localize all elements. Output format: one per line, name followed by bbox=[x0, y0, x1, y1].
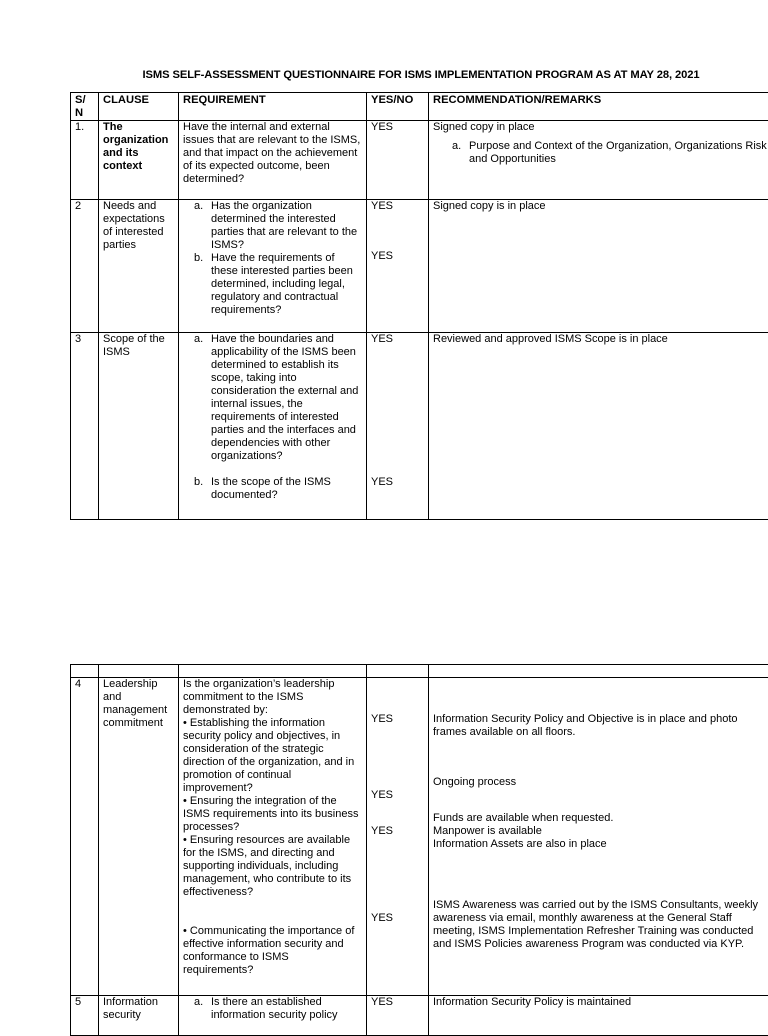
requirement-list bbox=[183, 200, 362, 317]
table-empty-header-row bbox=[71, 665, 768, 678]
row-clause: The organization and its context bbox=[99, 121, 179, 200]
list-marker: a. bbox=[452, 140, 461, 153]
yes-b: YES bbox=[371, 250, 424, 263]
empty-cell bbox=[99, 665, 179, 678]
requirement-bullet-2: • Ensuring the integration of the ISMS requirements into its business processes? bbox=[183, 795, 362, 834]
requirement-text: Have the requirements of these interested parties been determined, including legal, regulatory and contractual requirements? bbox=[211, 252, 353, 316]
row-sn: 3 bbox=[71, 333, 99, 520]
remark-3a: Funds are available when requested. bbox=[433, 812, 768, 825]
list-marker: a. bbox=[194, 200, 203, 213]
header-sn: S/ N bbox=[71, 93, 99, 121]
row-requirement bbox=[179, 200, 367, 333]
header-remarks: RECOMMENDATION/REMARKS bbox=[429, 93, 768, 121]
table-row bbox=[71, 121, 768, 200]
row-clause: Scope of the ISMS bbox=[99, 333, 179, 520]
remark-2: Ongoing process bbox=[433, 776, 768, 789]
row-yesno bbox=[367, 678, 429, 996]
row-remarks bbox=[429, 678, 768, 996]
requirement-list bbox=[183, 333, 362, 502]
requirement-text: Is the scope of the ISMS documented? bbox=[211, 476, 331, 501]
row-sn: 1. bbox=[71, 121, 99, 200]
requirement-list bbox=[183, 996, 362, 1022]
row-sn: 5 bbox=[71, 996, 99, 1036]
row-clause: Information security bbox=[99, 996, 179, 1036]
remark-3c: Information Assets are also in place bbox=[433, 838, 768, 851]
row-yesno: YES bbox=[367, 996, 429, 1036]
empty-cell bbox=[367, 665, 429, 678]
row-clause: Needs and expectations of interested parties bbox=[99, 200, 179, 333]
table-row bbox=[71, 678, 768, 996]
remark-list-item bbox=[469, 140, 768, 166]
list-marker: a. bbox=[194, 333, 203, 346]
row-yesno bbox=[367, 200, 429, 333]
yes-b: YES bbox=[371, 476, 424, 489]
row-sn: 4 bbox=[71, 678, 99, 996]
remark-list bbox=[433, 140, 768, 166]
remark-3b: Manpower is available bbox=[433, 825, 768, 838]
row-remarks: Reviewed and approved ISMS Scope is in place bbox=[429, 333, 768, 520]
row-yesno: YES bbox=[367, 121, 429, 200]
header-yesno: YES/NO bbox=[367, 93, 429, 121]
requirement-item-a bbox=[211, 333, 362, 463]
row-remarks bbox=[429, 121, 768, 200]
remark-4: ISMS Awareness was carried out by the ISMS Consultants, weekly awareness via email, monthly awareness at the General Staff meeting, ISMS Implementation Refresher Training was conducted and ISMS Policies awareness Program was conducted via KYP. bbox=[433, 899, 768, 951]
assessment-table-2 bbox=[70, 664, 768, 1036]
requirement-text: Has the organization determined the interested parties that are relevant to the ISMS? bbox=[211, 200, 357, 251]
remark-text: Signed copy in place bbox=[433, 121, 768, 134]
requirement-item-b bbox=[211, 252, 362, 317]
header-requirement: REQUIREMENT bbox=[179, 93, 367, 121]
empty-cell bbox=[71, 665, 99, 678]
yes-1: YES bbox=[371, 713, 424, 726]
header-clause: CLAUSE bbox=[99, 93, 179, 121]
row-requirement: Have the internal and external issues that are relevant to the ISMS, and that impact on the achievement of its expected outcome, been determined? bbox=[179, 121, 367, 200]
yes-a: YES bbox=[371, 200, 424, 213]
requirement-text: Is there an established information security policy bbox=[211, 996, 338, 1021]
row-remarks: Signed copy is in place bbox=[429, 200, 768, 333]
assessment-table-1 bbox=[70, 92, 768, 520]
document-title: ISMS SELF-ASSESSMENT QUESTIONNAIRE FOR ISMS IMPLEMENTATION PROGRAM AS AT MAY 28, 2021 bbox=[70, 68, 768, 82]
table-row bbox=[71, 996, 768, 1036]
requirement-bullet-3: • Ensuring resources are available for the ISMS, and directing and supporting individuals, including management, who contribute to its effectiveness? bbox=[183, 834, 362, 899]
row-requirement bbox=[179, 996, 367, 1036]
list-marker: b. bbox=[194, 476, 203, 489]
yes-2: YES bbox=[371, 789, 424, 802]
list-marker: a. bbox=[194, 996, 203, 1009]
row-remarks: Information Security Policy is maintained bbox=[429, 996, 768, 1036]
requirement-item-b bbox=[211, 476, 362, 502]
yes-4: YES bbox=[371, 912, 424, 925]
row-requirement bbox=[179, 333, 367, 520]
empty-cell bbox=[429, 665, 768, 678]
row-yesno bbox=[367, 333, 429, 520]
requirement-bullet-4: • Communicating the importance of effective information security and conformance to ISMS requirements? bbox=[183, 925, 362, 977]
requirement-text: Have the boundaries and applicability of the ISMS been determined to establish its scope, taking into consideration the external and internal issues, the requirements of interested parties and the interfaces and dependencies with other organizations? bbox=[211, 333, 358, 462]
yes-a: YES bbox=[371, 333, 424, 346]
table-row bbox=[71, 200, 768, 333]
list-marker: b. bbox=[194, 252, 203, 265]
requirement-item-a bbox=[211, 200, 362, 252]
remark-1: Information Security Policy and Objective is in place and photo frames available on all floors. bbox=[433, 713, 768, 739]
requirement-intro: Is the organization’s leadership commitment to the ISMS demonstrated by: bbox=[183, 678, 362, 717]
row-sn: 2 bbox=[71, 200, 99, 333]
table-header-row bbox=[71, 93, 768, 121]
requirement-bullet-1: • Establishing the information security policy and objectives, in consideration of the strategic direction of the organization, and in promotion of continual improvement? bbox=[183, 717, 362, 795]
remark-item-text: Purpose and Context of the Organization, Organizations Risk and Opportunities bbox=[469, 140, 767, 165]
row-clause: Leadership and management commitment bbox=[99, 678, 179, 996]
table-row bbox=[71, 333, 768, 520]
requirement-item-a bbox=[211, 996, 362, 1022]
yes-3: YES bbox=[371, 825, 424, 838]
empty-cell bbox=[179, 665, 367, 678]
row-requirement bbox=[179, 678, 367, 996]
